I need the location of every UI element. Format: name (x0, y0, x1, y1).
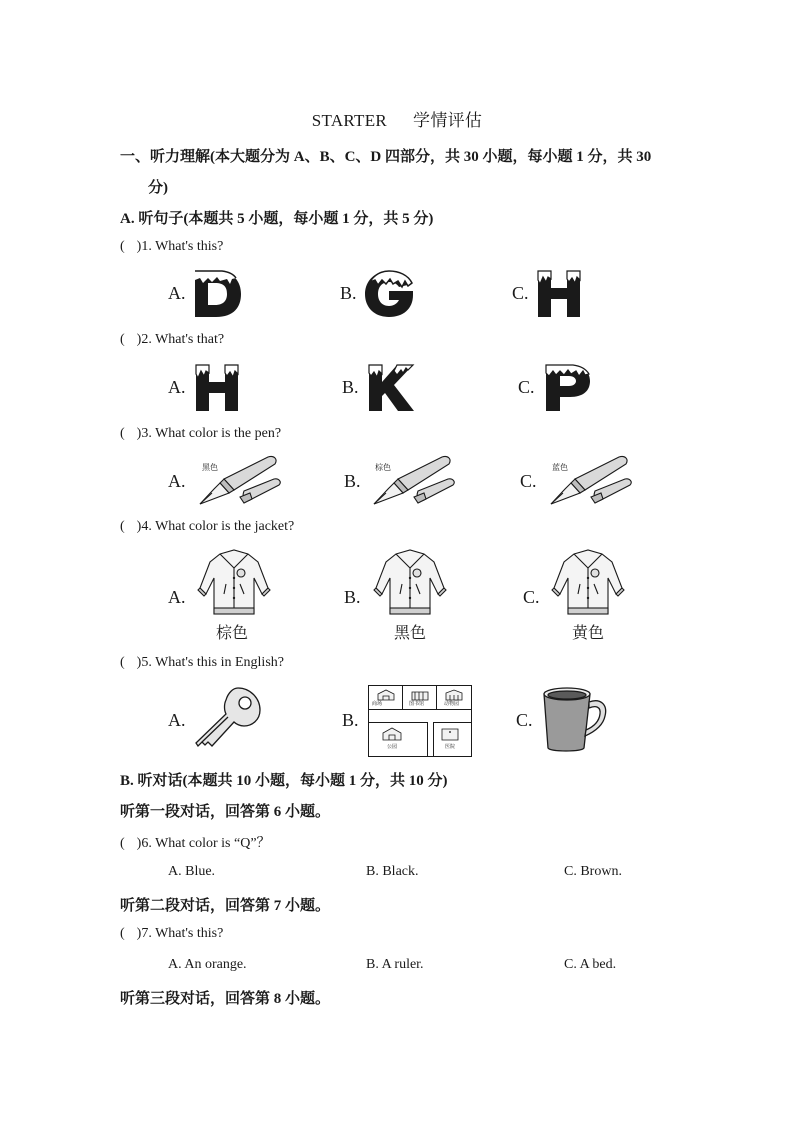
q3-tag-c: 蓝色 (552, 463, 568, 472)
q4-caption-b: 黑色 (394, 623, 427, 642)
map-label-mall: 商场 (372, 701, 383, 707)
letter-h-icon (193, 362, 241, 414)
q4-option-c-label: C. (523, 587, 540, 607)
q2-option-c-label: C. (518, 377, 535, 397)
section-heading-cont: 分) (148, 180, 168, 196)
question-3: ( )3. What color is the pen? (120, 426, 282, 441)
q5-option-b-label: B. (342, 710, 359, 730)
q5-option-a-label: A. (168, 710, 186, 730)
q2-option-b-label: B. (342, 377, 359, 397)
q3-option-a-label: A. (168, 471, 186, 491)
map-label-zoo: 动物园 (444, 701, 460, 707)
q4-option-a-label: A. (168, 587, 186, 607)
title-main: STARTER (311, 111, 388, 130)
pen-icon (545, 453, 635, 509)
q6-option-c: C. Brown. (564, 864, 622, 879)
q3-option-b-label: B. (344, 471, 361, 491)
question-7: ( )7. What's this? (120, 926, 224, 941)
key-icon (194, 684, 264, 756)
q3-option-c-label: C. (520, 471, 537, 491)
dialog-1-instruction: 听第一段对话，回答第 6 小题。 (120, 804, 331, 820)
question-4: ( )4. What color is the jacket? (120, 519, 295, 534)
question-2: ( )2. What's that? (120, 332, 225, 347)
question-1: ( )1. What's this? (120, 239, 224, 254)
q7-option-c: C. A bed. (564, 957, 617, 972)
pen-icon (194, 453, 284, 509)
map-label-library: 图书馆 (409, 701, 425, 707)
q5-option-c-label: C. (516, 710, 533, 730)
q1-option-b-label: B. (340, 283, 357, 303)
town-map-icon (368, 685, 472, 757)
q3-tag-a: 黑色 (202, 463, 218, 472)
map-label-hospital: 医院 (445, 744, 456, 750)
section-heading: 一、听力理解(本大题分为 A、B、C、D 四部分，共 30 小题，每小题 1 分，共 30 (120, 149, 652, 165)
q1-option-c-label: C. (512, 283, 529, 303)
q2-option-a-label: A. (168, 377, 186, 397)
q4-caption-a: 棕色 (216, 623, 249, 642)
dialog-2-instruction: 听第二段对话，回答第 7 小题。 (120, 898, 331, 914)
q1-option-a-label: A. (168, 283, 186, 303)
letter-h-icon (535, 268, 583, 320)
pen-icon (368, 453, 458, 509)
title-sub: 学情评估 (413, 111, 483, 130)
cup-icon (538, 684, 612, 756)
letter-d-icon (192, 268, 244, 320)
q7-option-a: A. An orange. (168, 957, 247, 972)
letter-k-icon (366, 362, 416, 414)
q6-option-b: B. Black. (366, 864, 419, 879)
part-a-heading: A. 听句子(本题共 5 小题，每小题 1 分，共 5 分) (120, 211, 434, 227)
map-label-park: 公园 (387, 744, 398, 750)
part-b-heading: B. 听对话(本题共 10 小题，每小题 1 分，共 10 分) (120, 773, 448, 789)
letter-g-icon (362, 268, 416, 320)
jacket-icon (196, 548, 272, 620)
page-title (0, 106, 794, 131)
q6-option-a: A. Blue. (168, 864, 216, 879)
question-5: ( )5. What's this in English? (120, 655, 284, 670)
q7-option-b: B. A ruler. (366, 957, 424, 972)
letter-p-icon (543, 362, 593, 414)
q4-caption-c: 黄色 (572, 623, 605, 642)
q3-tag-b: 棕色 (375, 463, 391, 472)
q4-option-b-label: B. (344, 587, 361, 607)
dialog-3-instruction: 听第三段对话，回答第 8 小题。 (120, 991, 331, 1007)
jacket-icon (550, 548, 626, 620)
question-6: ( )6. What color is “Q”？ (120, 836, 271, 851)
jacket-icon (372, 548, 448, 620)
